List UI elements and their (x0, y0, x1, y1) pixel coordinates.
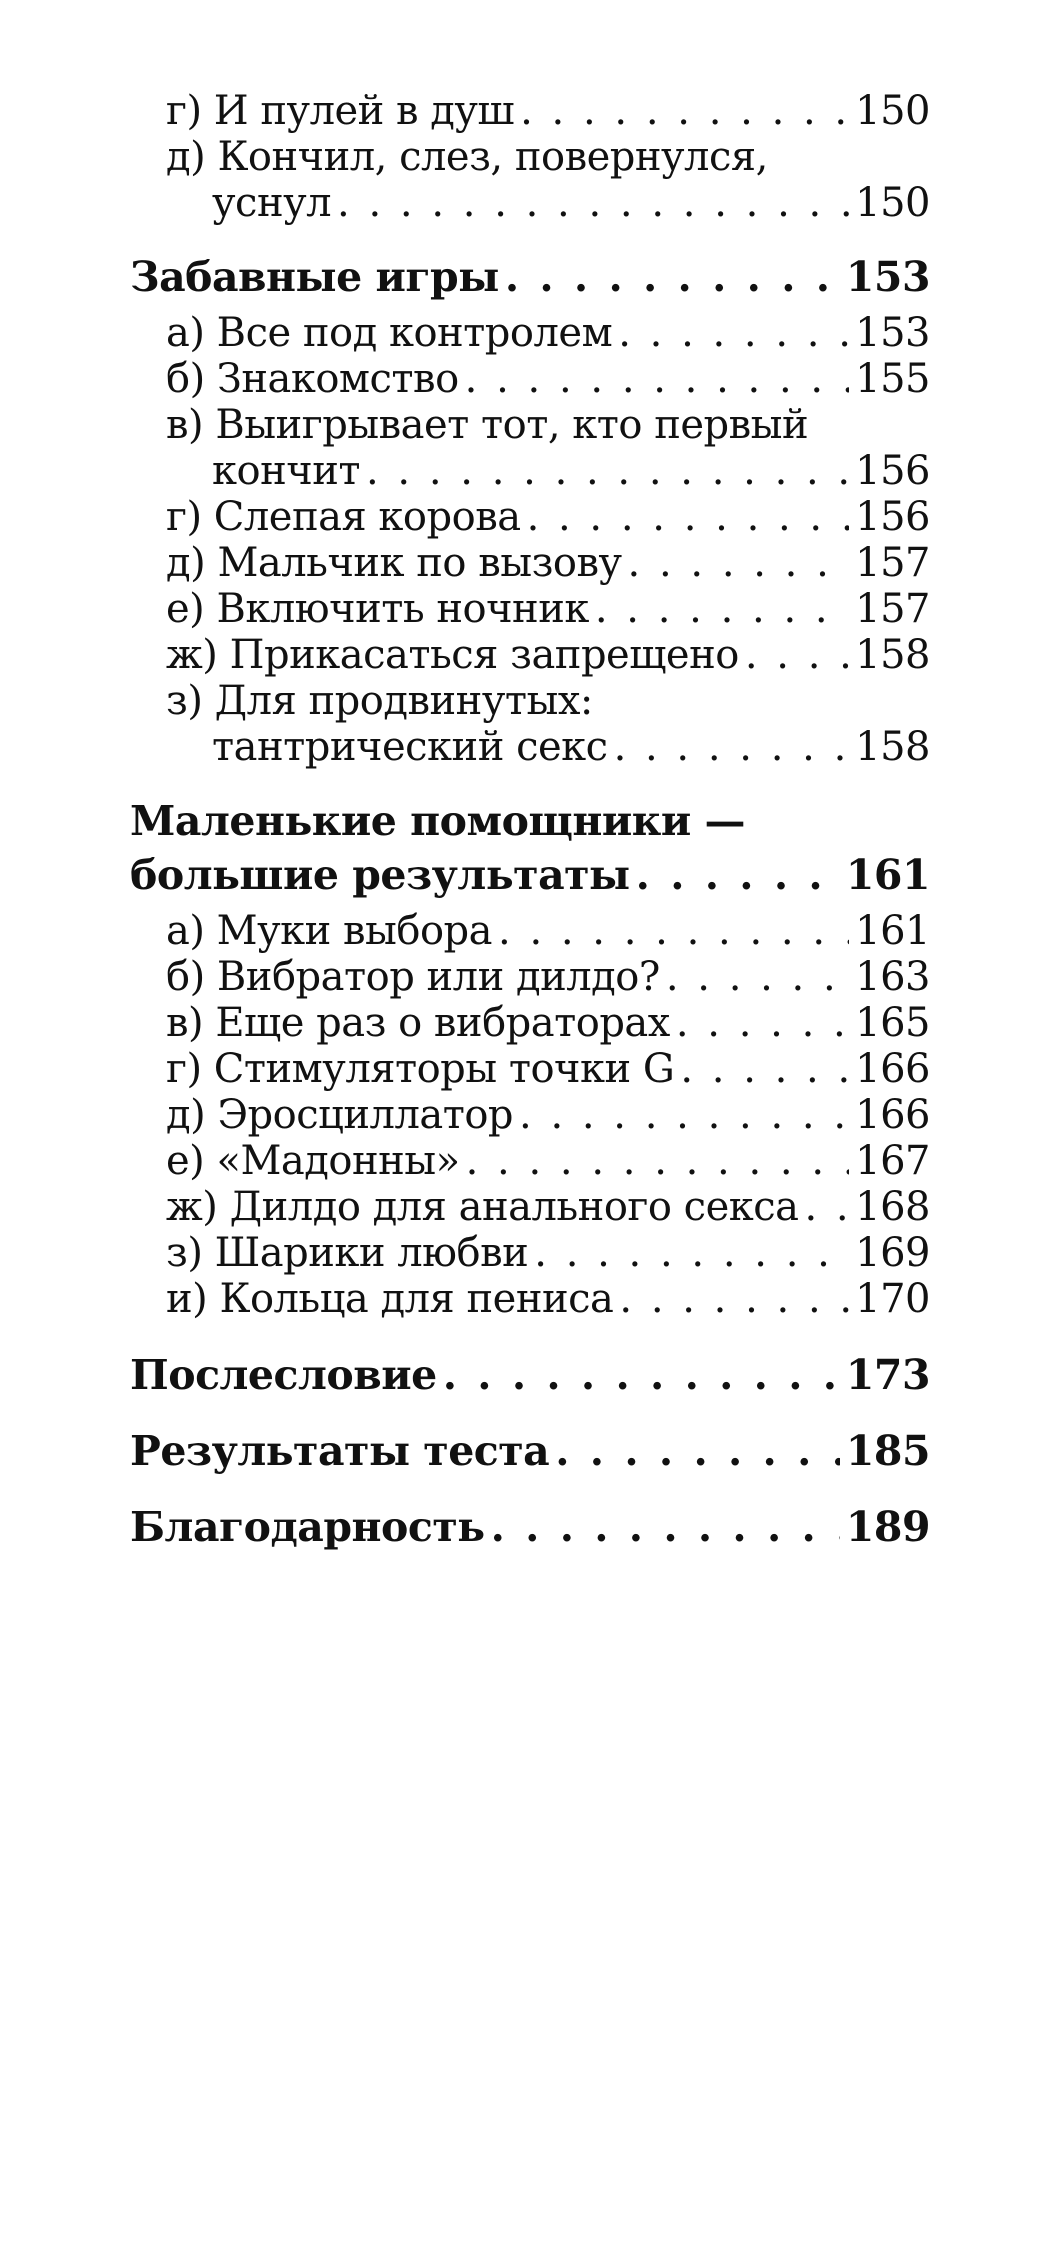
toc-entry-page: 166 (855, 1092, 930, 1138)
dot-leader (676, 1000, 849, 1046)
toc-entry[interactable] (130, 180, 930, 226)
dot-leader (595, 586, 849, 632)
toc-section-page: 185 (845, 1427, 930, 1475)
toc-section-heading[interactable] (130, 1504, 930, 1550)
toc-section-title: Забавные игры (130, 253, 499, 301)
toc-entry-page: 168 (855, 1184, 930, 1230)
toc-entry[interactable] (130, 1230, 930, 1276)
dot-leader (443, 1352, 840, 1398)
toc-section-heading[interactable] (130, 1352, 930, 1398)
dot-leader (366, 448, 849, 494)
toc-entry-label: в) Еще раз о вибраторах (166, 1000, 670, 1046)
toc-entry-label: б) Знакомство (166, 356, 459, 402)
dot-leader (618, 310, 849, 356)
dot-leader (519, 1092, 849, 1138)
toc-entry-label-line1[interactable]: з) Для продвинутых: (166, 678, 593, 724)
toc-section-heading[interactable] (130, 254, 930, 300)
toc-entry[interactable] (130, 356, 930, 402)
toc-entry-page: 165 (855, 1000, 930, 1046)
toc-section-title: Послесловие (130, 1351, 437, 1399)
toc-entry-page: 163 (855, 954, 930, 1000)
dot-leader (745, 632, 849, 678)
toc-entry-page: 167 (855, 1138, 930, 1184)
toc-entry-label: г) Слепая корова (166, 494, 521, 540)
dot-leader (555, 1428, 840, 1474)
toc-entry-label-line2: уснул (212, 180, 332, 226)
toc-entry-label-line1[interactable]: д) Кончил, слез, повернулся, (166, 134, 768, 180)
toc-entry[interactable] (130, 1276, 930, 1322)
dot-leader (666, 954, 849, 1000)
dot-leader (614, 724, 850, 770)
toc-entry-label: е) «Мадонны» (166, 1138, 460, 1184)
toc-entry-label: и) Кольца для пениса (166, 1276, 614, 1322)
toc-entry-page: 153 (855, 310, 930, 356)
toc-entry-label: д) Эросциллатор (166, 1092, 514, 1138)
toc-entry-page: 166 (855, 1046, 930, 1092)
toc-entry-page: 150 (855, 88, 930, 134)
toc-entry[interactable] (130, 540, 930, 586)
toc-entry[interactable] (130, 586, 930, 632)
toc-entry-label: д) Мальчик по вызову (166, 540, 622, 586)
toc-section-heading[interactable] (130, 852, 930, 898)
toc-section-title: Результаты теста (130, 1427, 550, 1475)
dot-leader (534, 1230, 849, 1276)
toc-section-page: 153 (845, 253, 930, 301)
dot-leader (680, 1046, 849, 1092)
toc-section-page: 161 (845, 851, 930, 899)
toc-entry-page: 156 (855, 494, 930, 540)
dot-leader (498, 908, 849, 954)
toc-entry-label: ж) Дилдо для анального секса (166, 1184, 799, 1230)
dot-leader (636, 852, 840, 898)
toc-entry-label: г) И пулей в душ (166, 88, 515, 134)
toc-entry-label: б) Вибратор или дилдо? (166, 954, 660, 1000)
toc-entry-page: 161 (855, 908, 930, 954)
dot-leader (804, 1184, 849, 1230)
dot-leader (337, 180, 849, 226)
toc-entry-page: 158 (855, 632, 930, 678)
table-of-contents (130, 88, 930, 1550)
toc-section-page: 189 (845, 1503, 930, 1551)
dot-leader (491, 1504, 840, 1550)
toc-entry-page: 170 (855, 1276, 930, 1322)
dot-leader (628, 540, 850, 586)
toc-entry-label-line1[interactable]: в) Выигрывает тот, кто первый (166, 402, 809, 448)
toc-entry[interactable] (130, 1138, 930, 1184)
toc-entry[interactable] (130, 632, 930, 678)
toc-entry[interactable] (130, 1092, 930, 1138)
dot-leader (466, 1138, 850, 1184)
toc-entry-label: а) Все под контролем (166, 310, 613, 356)
toc-section-page: 173 (845, 1351, 930, 1399)
toc-entry[interactable] (130, 724, 930, 770)
toc-entry-label: з) Шарики любви (166, 1230, 529, 1276)
dot-leader (465, 356, 849, 402)
toc-entry[interactable] (130, 88, 930, 134)
toc-section-title: Благодарность (130, 1503, 485, 1551)
dot-leader (505, 254, 840, 300)
toc-entry[interactable] (130, 448, 930, 494)
dot-leader (520, 88, 849, 134)
toc-entry[interactable] (130, 494, 930, 540)
toc-entry-page: 155 (855, 356, 930, 402)
dot-leader (619, 1276, 849, 1322)
toc-section-title-line1[interactable]: Маленькие помощники — (130, 797, 746, 845)
toc-entry[interactable] (130, 954, 930, 1000)
toc-entry-page: 157 (855, 540, 930, 586)
toc-entry-label: а) Муки выбора (166, 908, 493, 954)
toc-entry-label: ж) Прикасаться запрещено (166, 632, 739, 678)
toc-entry-page: 158 (855, 724, 930, 770)
toc-entry-page: 150 (855, 180, 930, 226)
toc-entry-page: 157 (855, 586, 930, 632)
toc-entry-label-line2: кончит (212, 448, 360, 494)
dot-leader (527, 494, 850, 540)
toc-entry[interactable] (130, 1000, 930, 1046)
toc-entry[interactable] (130, 310, 930, 356)
toc-entry-page: 169 (855, 1230, 930, 1276)
toc-entry-label: е) Включить ночник (166, 586, 589, 632)
toc-entry[interactable] (130, 1184, 930, 1230)
toc-entry-label-line2: тантрический секс (212, 724, 608, 770)
toc-entry-label: г) Стимуляторы точки G (166, 1046, 675, 1092)
toc-section-title-line2: большие результаты (130, 851, 630, 899)
toc-section-heading[interactable] (130, 1428, 930, 1474)
toc-entry[interactable] (130, 1046, 930, 1092)
toc-entry[interactable] (130, 908, 930, 954)
toc-entry-page: 156 (855, 448, 930, 494)
